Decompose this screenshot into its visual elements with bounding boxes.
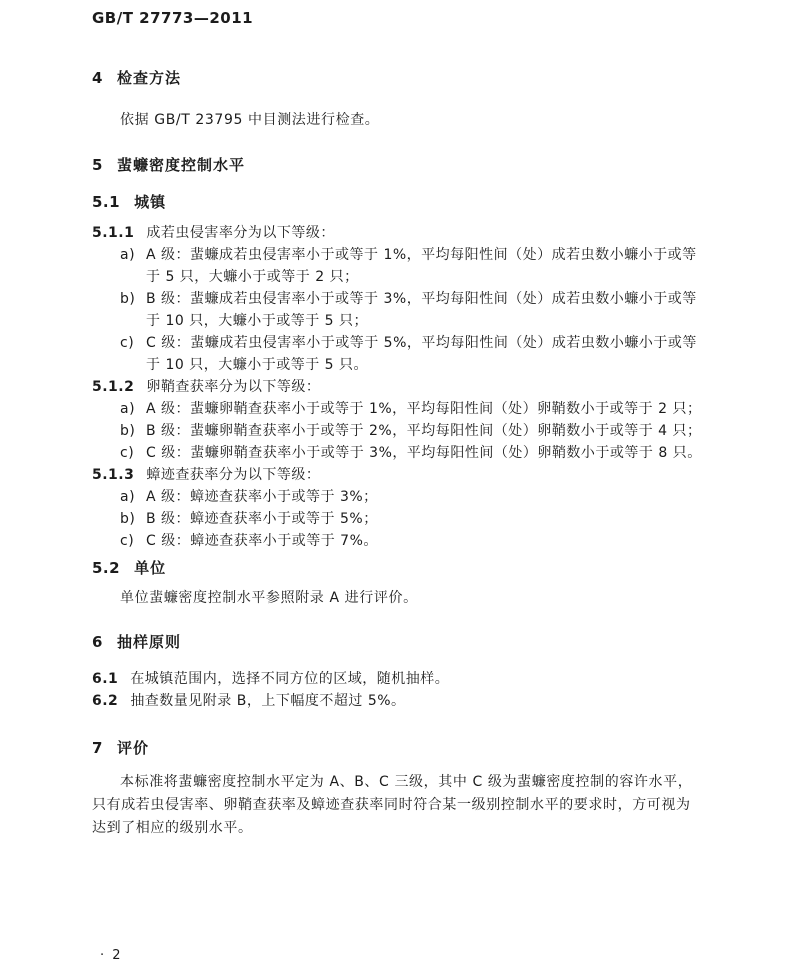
adult-nymph-grade-list xyxy=(92,244,712,376)
item-marker: b) xyxy=(120,511,136,527)
section-6-number: 6 xyxy=(92,633,103,651)
list-item xyxy=(120,398,712,420)
list-item xyxy=(120,420,712,442)
trace-grade-list xyxy=(92,486,712,552)
list-item xyxy=(120,508,712,530)
item-text: C 级：蟑迹查获率小于或等于 7%。 xyxy=(146,533,378,549)
standard-code-header: GB/T 27773—2011 xyxy=(92,9,254,27)
section-5-number: 5 xyxy=(92,156,103,174)
section-5-1-heading xyxy=(92,192,712,212)
section-6-2-number: 6.2 xyxy=(92,693,119,709)
list-item xyxy=(120,244,712,288)
item-marker: a) xyxy=(120,489,136,505)
section-6-2-text: 抽查数量见附录 B，上下幅度不超过 5%。 xyxy=(130,693,406,709)
section-5-2-heading xyxy=(92,558,712,578)
section-5-2-body: 单位蜚蠊密度控制水平参照附录 A 进行评价。 xyxy=(120,590,418,606)
section-5-1-3-text: 蟑迹查获率分为以下等级： xyxy=(146,467,321,483)
section-5-1-1-lead xyxy=(92,222,712,244)
item-text: B 级：蜚蠊成若虫侵害率小于或等于 3%，平均每阳性间（处）成若虫数小蠊小于或等于 10 只，大蠊小于或等于 5 只； xyxy=(146,291,697,329)
list-item xyxy=(120,288,712,332)
section-5-heading xyxy=(92,155,712,175)
item-text: B 级：蟑迹查获率小于或等于 5%； xyxy=(146,511,378,527)
section-5-1-2-text: 卵鞘查获率分为以下等级： xyxy=(146,379,321,395)
item-marker: a) xyxy=(120,247,136,263)
ootheca-grade-list xyxy=(92,398,712,464)
item-marker: a) xyxy=(120,401,136,417)
section-5-1-2-lead xyxy=(92,376,712,398)
item-text: C 级：蜚蠊成若虫侵害率小于或等于 5%，平均每阳性间（处）成若虫数小蠊小于或等于 10 只，大蠊小于或等于 5 只。 xyxy=(146,335,697,373)
section-5-1-3-number: 5.1.3 xyxy=(92,467,135,483)
item-marker: b) xyxy=(120,423,136,439)
section-6-2-clause xyxy=(92,690,712,712)
section-7-body: 本标准将蜚蠊密度控制水平定为 A、B、C 三级，其中 C 级为蜚蠊密度控制的容许水平，只有成若虫侵害率、卵鞘查获率及蟑迹查获率同时符合某一级别控制水平的要求时，方可视为达到了相应的级别水平。 xyxy=(92,774,693,836)
section-6-1-number: 6.1 xyxy=(92,671,119,687)
list-item xyxy=(120,442,712,464)
section-6-1-clause xyxy=(92,668,712,690)
section-5-2-number: 5.2 xyxy=(92,559,121,577)
list-item xyxy=(120,332,712,376)
item-text: B 级：蜚蠊卵鞘查获率小于或等于 2%，平均每阳性间（处）卵鞘数小于或等于 4 只； xyxy=(146,423,702,439)
section-4-heading xyxy=(92,68,712,88)
list-item xyxy=(120,486,712,508)
section-5-1-number: 5.1 xyxy=(92,193,121,211)
section-4-number: 4 xyxy=(92,69,103,87)
item-text: A 级：蟑迹查获率小于或等于 3%； xyxy=(146,489,378,505)
section-5-1-1-text: 成若虫侵害率分为以下等级： xyxy=(146,225,335,241)
item-marker: b) xyxy=(120,291,136,307)
section-4-body: 依据 GB/T 23795 中目测法进行检查。 xyxy=(120,112,380,128)
section-5-1-2-number: 5.1.2 xyxy=(92,379,135,395)
section-4-title: 检查方法 xyxy=(116,69,181,87)
section-7-title: 评价 xyxy=(116,739,149,757)
section-7-number: 7 xyxy=(92,739,103,757)
item-marker: c) xyxy=(120,445,135,461)
section-5-1-1-number: 5.1.1 xyxy=(92,225,135,241)
item-marker: c) xyxy=(120,335,135,351)
section-5-1-title: 城镇 xyxy=(134,193,167,211)
section-6-title: 抽样原则 xyxy=(116,633,181,651)
section-5-title: 蜚蠊密度控制水平 xyxy=(116,156,245,174)
section-6-1-text: 在城镇范围内，选择不同方位的区域，随机抽样。 xyxy=(130,671,450,687)
item-marker: c) xyxy=(120,533,135,549)
section-5-2-title: 单位 xyxy=(134,559,167,577)
item-text: A 级：蜚蠊卵鞘查获率小于或等于 1%，平均每阳性间（处）卵鞘数小于或等于 2 只； xyxy=(146,401,702,417)
item-text: A 级：蜚蠊成若虫侵害率小于或等于 1%，平均每阳性间（处）成若虫数小蠊小于或等于 5 只，大蠊小于或等于 2 只； xyxy=(146,247,697,285)
list-item xyxy=(120,530,712,552)
item-text: C 级：蜚蠊卵鞘查获率小于或等于 3%，平均每阳性间（处）卵鞘数小于或等于 8 只。 xyxy=(146,445,702,461)
page-number: · 2 xyxy=(100,948,123,963)
section-7-heading xyxy=(92,738,712,758)
section-6-heading xyxy=(92,632,712,652)
section-5-1-3-lead xyxy=(92,464,712,486)
